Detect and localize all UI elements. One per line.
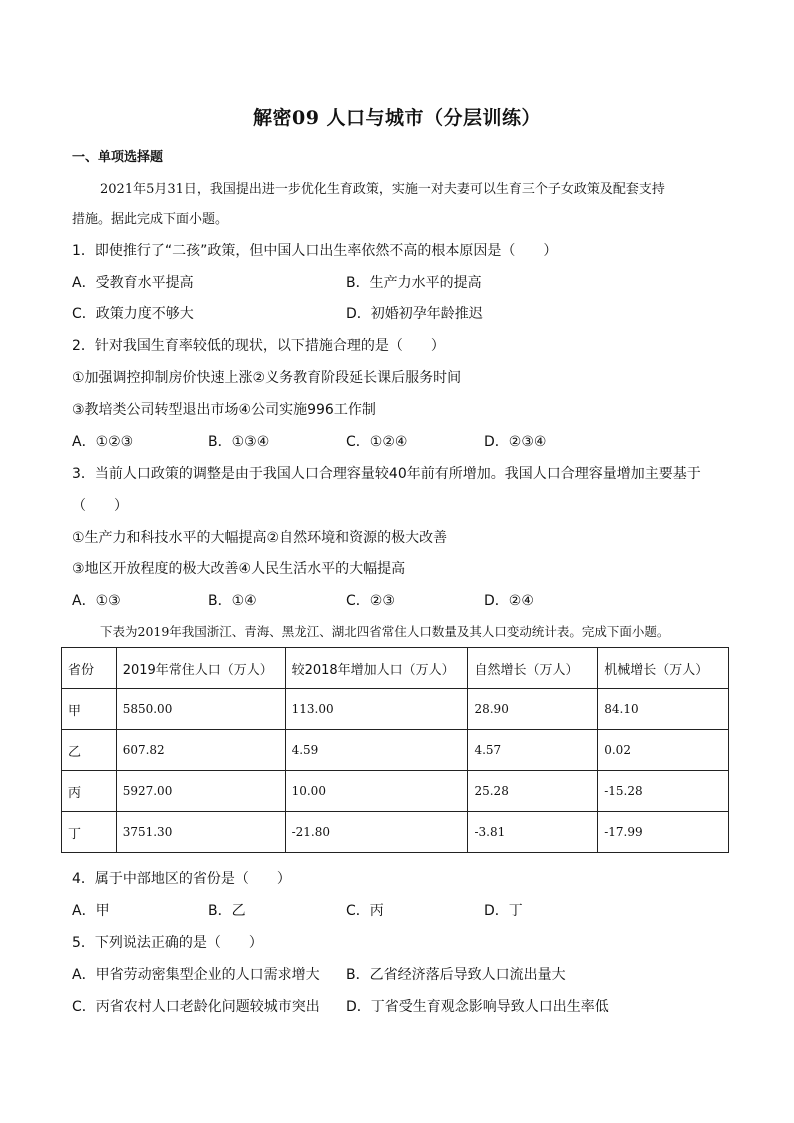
population-table [61, 647, 729, 853]
question-4-option-c: C．丙 [346, 903, 384, 919]
table-cell-province: 乙 [62, 730, 117, 771]
question-2-option-c: C．①②④ [346, 434, 408, 450]
question-5-stem: 5．下列说法正确的是（ ） [72, 935, 263, 951]
table-header-cell: 机械增长（万人） [598, 648, 729, 689]
intro-paragraph-line-2: 措施。据此完成下面小题。 [72, 212, 229, 227]
question-3-option-b: B．①④ [208, 593, 257, 609]
table-cell-province: 丙 [62, 771, 117, 812]
question-4-option-d: D．丁 [484, 903, 523, 919]
table-row [62, 689, 729, 730]
table-cell: -3.81 [468, 812, 598, 853]
question-4-option-b: B．乙 [208, 903, 246, 919]
table-row [62, 730, 729, 771]
question-5-option-a: A．甲省劳动密集型企业的人口需求增大 [72, 967, 320, 983]
question-2-item-line-1: ①加强调控抑制房价快速上涨②义务教育阶段延长课后服务时间 [72, 370, 462, 386]
question-3-stem-line-1: 3．当前人口政策的调整是由于我国人口合理容量较40年前有所增加。我国人口合理容量增加主要基于 [72, 466, 701, 482]
table-cell: 5927.00 [116, 771, 285, 812]
table-cell: -15.28 [598, 771, 729, 812]
table-row [62, 812, 729, 853]
question-1-option-d: D．初婚初孕年龄推迟 [346, 306, 483, 322]
question-4-option-a: A．甲 [72, 903, 110, 919]
table-cell: 5850.00 [116, 689, 285, 730]
table-cell: 607.82 [116, 730, 285, 771]
question-5-option-c: C．丙省农村人口老龄化问题较城市突出 [72, 999, 320, 1015]
question-1-option-b: B．生产力水平的提高 [346, 275, 482, 291]
table-row [62, 771, 729, 812]
table-cell: 113.00 [285, 689, 468, 730]
question-3-option-a: A．①③ [72, 593, 121, 609]
question-1-stem: 1．即使推行了“二孩”政策，但中国人口出生率依然不高的根本原因是（ ） [72, 243, 558, 259]
table-cell-province: 甲 [62, 689, 117, 730]
table-cell: 3751.30 [116, 812, 285, 853]
question-4-stem: 4．属于中部地区的省份是（ ） [72, 871, 291, 887]
question-3-item-line-1: ①生产力和科技水平的大幅提高②自然环境和资源的极大改善 [72, 530, 448, 546]
table-header-cell: 自然增长（万人） [468, 648, 598, 689]
question-3-option-d: D．②④ [484, 593, 534, 609]
table-cell: 4.57 [468, 730, 598, 771]
table-header-row [62, 648, 729, 689]
question-3-item-line-2: ③地区开放程度的极大改善④人民生活水平的大幅提高 [72, 561, 406, 577]
question-5-option-b: B．乙省经济落后导致人口流出量大 [346, 967, 566, 983]
question-2-item-line-2: ③教培类公司转型退出市场④公司实施996工作制 [72, 402, 376, 418]
table-cell: 84.10 [598, 689, 729, 730]
table-cell: 4.59 [285, 730, 468, 771]
table-cell: 10.00 [285, 771, 468, 812]
table-cell: -17.99 [598, 812, 729, 853]
table-intro: 下表为2019年我国浙江、青海、黑龙江、湖北四省常住人口数量及其人口变动统计表。完成下面小题。 [100, 624, 670, 639]
table-header-cell: 2019年常住人口（万人） [116, 648, 285, 689]
table-cell: -21.80 [285, 812, 468, 853]
question-2-option-b: B．①③④ [208, 434, 270, 450]
table-cell-province: 丁 [62, 812, 117, 853]
intro-paragraph-line-1: 2021年5月31日，我国提出进一步优化生育政策，实施一对夫妻可以生育三个子女政策及配套支持 [100, 182, 665, 197]
table-cell: 25.28 [468, 771, 598, 812]
table-header-cell: 较2018年增加人口（万人） [285, 648, 468, 689]
question-5-option-d: D．丁省受生育观念影响导致人口出生率低 [346, 999, 609, 1015]
table-header-cell: 省份 [62, 648, 117, 689]
question-3-stem-line-2: （ ） [72, 498, 128, 514]
question-2-option-a: A．①②③ [72, 434, 134, 450]
question-3-option-c: C．②③ [346, 593, 395, 609]
page-title: 解密09 人口与城市（分层训练） [252, 107, 542, 129]
question-2-option-d: D．②③④ [484, 434, 547, 450]
section-heading: 一、单项选择题 [72, 150, 164, 165]
question-1-option-c: C．政策力度不够大 [72, 306, 194, 322]
table-cell: 28.90 [468, 689, 598, 730]
question-2-stem: 2．针对我国生育率较低的现状，以下措施合理的是（ ） [72, 338, 445, 354]
table-cell: 0.02 [598, 730, 729, 771]
question-1-option-a: A．受教育水平提高 [72, 275, 194, 291]
